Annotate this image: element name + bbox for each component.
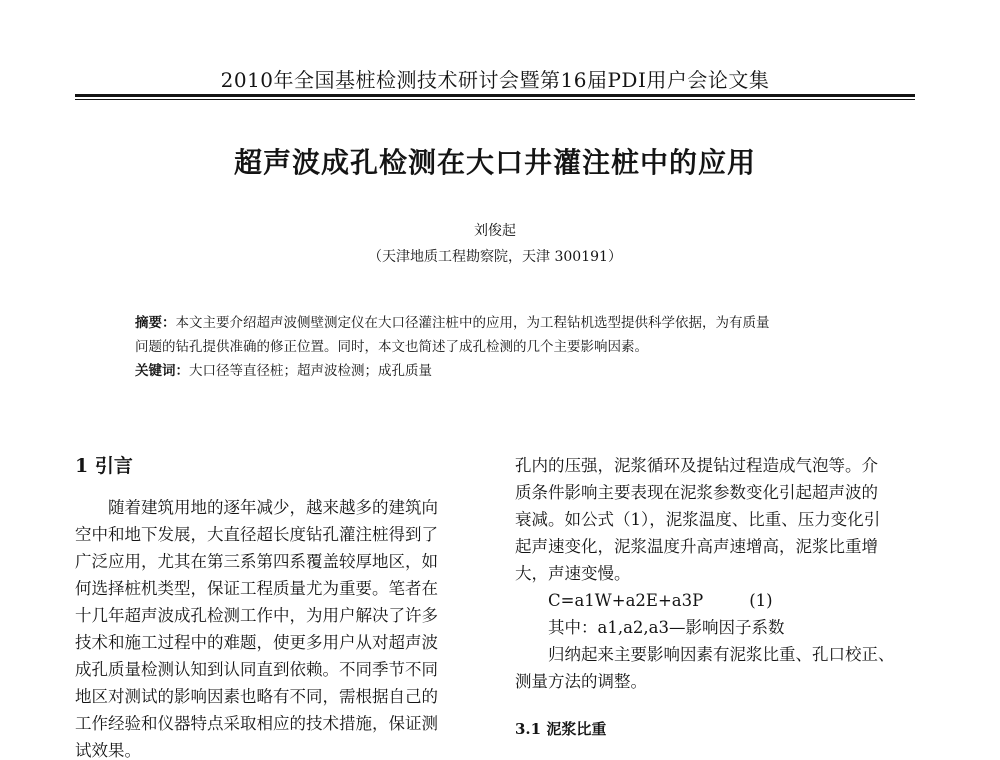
abstract-text-1: 本文主要介绍超声波侧壁测定仪在大口径灌注桩中的应用，为工程钻机选型提供科学依据，为有质量 [175, 315, 770, 331]
abstract-line-1 [135, 311, 875, 335]
abstract-label: 摘要： [135, 315, 176, 331]
body-line: 归纳起来主要影响因素有泥浆比重、孔口校正、 [548, 645, 895, 664]
formula-line [515, 587, 920, 614]
left-column [75, 452, 470, 760]
body-line: 质条件影响主要表现在泥浆参数变化引起超声波的 [515, 483, 878, 502]
running-header: 2010年全国基桩检测技术研讨会暨第16届PDI用户会论文集 [220, 68, 770, 92]
body-line: 何选择桩机类型，保证工程质量尤为重要。笔者在 [75, 579, 438, 598]
header-rule-thick [75, 94, 915, 97]
author-name: 刘俊起 [474, 223, 516, 239]
formula-note: 其中：a1,a2,a3—影响因子系数 [548, 618, 785, 637]
author-affiliation: （天津地质工程勘察院，天津 300191） [368, 249, 622, 265]
section-heading-introduction: 1 引言 [75, 455, 133, 477]
body-line: 技术和施工过程中的难题，使更多用户从对超声波 [75, 633, 438, 652]
body-line: 成孔质量检测认知到认同直到依赖。不同季节不同 [75, 660, 438, 679]
abstract-block [135, 311, 875, 383]
body-line: 起声速变化，泥浆温度升高声速增高，泥浆比重增 [515, 537, 878, 556]
formula: C=a1W+a2E+a3P [548, 591, 704, 610]
body-line: 空中和地下发展，大直径超长度钻孔灌注桩得到了 [75, 525, 438, 544]
body-line: 试效果。 [75, 741, 141, 760]
paper-title: 超声波成孔检测在大口井灌注桩中的应用 [233, 146, 756, 179]
keywords-label: 关键词： [135, 363, 189, 379]
keywords-text: 大口径等直径桩；超声波检测；成孔质量 [189, 363, 432, 379]
abstract-line-2: 问题的钻孔提供准确的修正位置。同时，本文也简述了成孔检测的几个主要影响因素。 [135, 339, 648, 355]
body-line: 地区对测试的影响因素也略有不同，需根据自己的 [75, 687, 438, 706]
body-line: 工作经验和仪器特点采取相应的技术措施，保证测 [75, 714, 438, 733]
formula-number: (1) [749, 591, 773, 610]
body-line: 测量方法的调整。 [515, 672, 647, 691]
header-rule-thin [75, 99, 915, 100]
body-line: 衰减。如公式（1），泥浆温度、比重、压力变化引 [515, 510, 881, 529]
body-line: 大，声速变慢。 [515, 564, 631, 583]
subsection-heading: 3.1 泥浆比重 [515, 720, 607, 738]
body-line: 随着建筑用地的逐年减少，越来越多的建筑向 [108, 498, 438, 517]
body-line: 广泛应用，尤其在第三系第四系覆盖较厚地区，如 [75, 552, 438, 571]
body-line: 孔内的压强，泥浆循环及提钻过程造成气泡等。介 [515, 456, 878, 475]
keywords-line [135, 359, 875, 383]
right-column [515, 452, 920, 741]
body-line: 十几年超声波成孔检测工作中，为用户解决了许多 [75, 606, 438, 625]
